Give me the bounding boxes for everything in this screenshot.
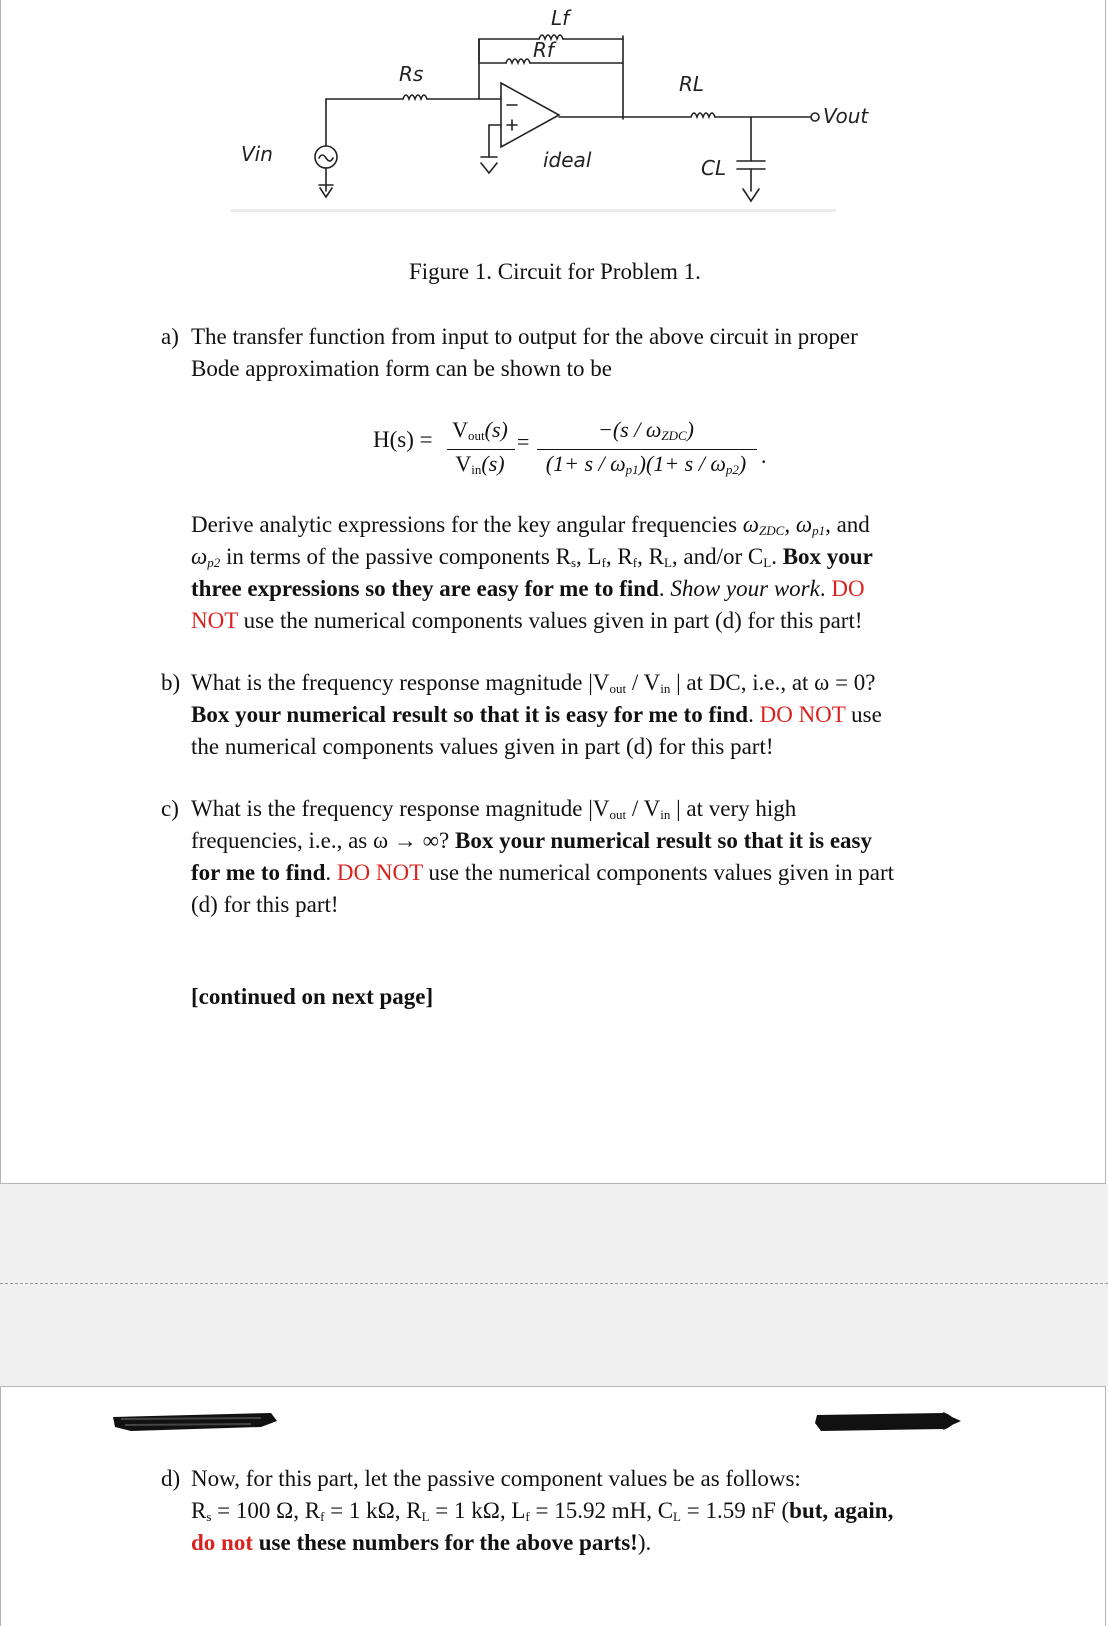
part-a-line2: Bode approximation form can be shown to be — [191, 356, 612, 381]
part-c-line1: What is the frequency response magnitude $|V_{out} / V_{in}$ | at very high — [191, 796, 797, 822]
part-b-line2: Box your numerical result so that it is easy for me to find. DO NOT use — [191, 702, 882, 727]
cl-label: CL — [701, 156, 727, 180]
redaction-mark-right — [813, 1407, 965, 1435]
circuit-diagram — [231, 1, 869, 216]
continued-note: [continued on next page] — [191, 984, 434, 1009]
equation-frac1-den: $V_{in}(s)$ — [455, 451, 505, 477]
part-a-derive-line4: NOT use the numerical components values given in part (d) for this part! — [191, 608, 863, 633]
page-2 — [0, 1386, 1106, 1626]
part-b-line1: What is the frequency response magnitude $|V_{out} / V_{in}$ | at DC, i.e., at ω = 0? — [191, 670, 876, 696]
part-d-label: d) — [161, 1466, 181, 1491]
part-a-label: a) — [161, 324, 179, 349]
equation-frac2-num: $-(s / \omega_{ZDC})$ — [597, 417, 694, 443]
part-c-line2: frequencies, i.e., as ω → ∞? Box your numerical result so that it is easy — [191, 828, 872, 853]
equation-lhs: H(s) = — [373, 427, 433, 452]
redaction-mark-left — [111, 1409, 281, 1435]
equation-frac1-bar — [447, 449, 515, 450]
part-b-label: b) — [161, 670, 181, 695]
equation-frac2-den: $(1+ s / \omega_{p1})(1+ s / \omega_{p2})$ — [545, 451, 747, 477]
equation-frac2-bar — [537, 449, 757, 450]
rl-label: RL — [679, 72, 705, 96]
ideal-label: ideal — [543, 148, 592, 172]
page-break-line — [0, 1283, 1108, 1284]
rf-label: Rf — [533, 38, 554, 62]
vin-label: Vin — [241, 142, 273, 166]
part-a-derive-line2: $\omega_{p2}$ in terms of the passive components $R_s$, $L_f$, $R_f$, $R_L$, and/or $C_L$. Box your — [191, 544, 873, 570]
part-b-line3: the numerical components values given in part (d) for this part! — [191, 734, 774, 759]
rs-label: Rs — [399, 62, 424, 86]
part-d-line2: $R_s = 100$ Ω, $R_f = 1$ kΩ, $R_L = 1$ kΩ, $L_f = 15.92$ mH, $C_L = 1.59$ nF (but, again, — [191, 1498, 894, 1524]
equation-equals: = — [517, 429, 530, 454]
part-a-derive-line1: Derive analytic expressions for the key angular frequencies $\omega_{ZDC}$, $\omega_{p1}$, and — [191, 512, 870, 538]
page-gap — [0, 1184, 1108, 1386]
part-a-line1: The transfer function from input to output for the above circuit in proper — [191, 324, 858, 349]
part-c-label: c) — [161, 796, 179, 821]
lf-label: Lf — [551, 6, 570, 30]
equation-period: . — [761, 443, 767, 468]
part-c-line3: for me to find. DO NOT use the numerical components values given in part — [191, 860, 895, 885]
part-c-line4: (d) for this part! — [191, 892, 339, 917]
part-a-derive-line3: three expressions so they are easy for me to find. Show your work. DO — [191, 576, 865, 601]
figure-caption: Figure 1. Circuit for Problem 1. — [409, 259, 701, 284]
part-d-line3: do not use these numbers for the above parts!). — [191, 1530, 652, 1555]
part-d-line1: Now, for this part, let the passive component values be as follows: — [191, 1466, 801, 1491]
equation-frac1-num: $V_{out}(s)$ — [452, 417, 508, 443]
vout-label: Vout — [823, 104, 869, 128]
